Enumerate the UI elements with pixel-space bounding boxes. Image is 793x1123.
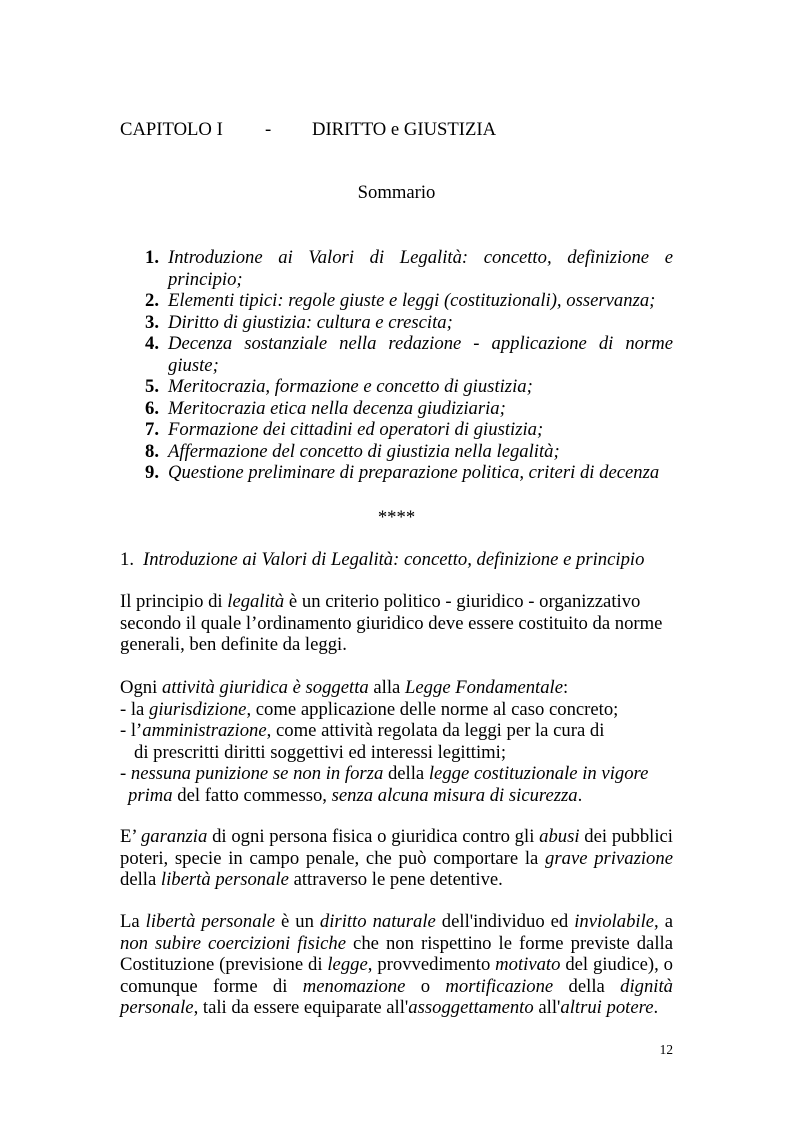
text-segment: o [405,975,446,997]
text-segment: , come attività regolata da leggi per la cura di [266,720,605,741]
emphasized-text: dignità [620,975,674,997]
paragraph-line [120,933,673,955]
summary-item-text: Meritocrazia, formazione e concetto di giustizia; [168,376,533,397]
section-title: Introduzione ai Valori di Legalità: concetto, definizione e principio [143,549,645,570]
summary-item-text: Meritocrazia etica nella decenza giudiziaria; [168,397,506,419]
paragraph-line [120,869,673,891]
emphasized-text: mortificazione [445,975,554,997]
summary-item-text: Questione preliminare di preparazione politica, criteri di decenza [168,462,660,483]
chapter-label: CAPITOLO I [120,119,223,140]
emphasized-text: libertà personale [160,869,289,890]
summary-item [145,462,673,484]
summary-item-text: Affermazione del concetto di giustizia nella legalità; [168,440,560,462]
text-segment: Ogni [120,677,162,698]
emphasized-text: libertà personale [145,911,275,932]
emphasized-text: amministrazione [142,720,267,741]
paragraph-line [120,997,673,1019]
emphasized-text: personale [120,997,194,1018]
summary-item [145,376,673,398]
text-segment: Costituzione (previsione di [120,954,328,975]
emphasized-text: legge [327,954,368,975]
emphasized-text: garanzia [140,826,208,847]
text-segment: poteri, specie in campo penale, che può comportare la [120,847,546,869]
text-segment: . [653,997,659,1018]
page-number: 12 [659,1042,673,1057]
paragraph-line [120,634,673,656]
text-segment: , tali da essere equiparate all' [193,997,409,1018]
text-segment: della [383,763,429,784]
summary-item-text-continued: giuste; [168,354,219,376]
paragraph-fundamental-law [120,677,673,806]
section-separator: **** [377,507,416,528]
summary-item-number: 3. [145,311,159,333]
summary-item [145,441,673,463]
emphasized-text: Legge Fondamentale [405,677,564,698]
summary-item-number: 9. [145,462,159,483]
paragraph-line [120,720,673,742]
summary-list [145,247,673,484]
text-segment: di ogni persona fisica o giuridica contro gli [207,826,540,847]
paragraph-guarantee [120,826,673,891]
emphasized-text: attività giuridica è soggetta [161,677,369,698]
text-segment: - la [120,698,150,720]
emphasized-text: non subire coercizioni fisiche [120,932,346,954]
text-segment: attraverso le pene detentive. [288,869,503,890]
text-segment: . [577,784,583,806]
text-segment: alla [368,677,405,698]
text-segment: del fatto commesso, [172,784,332,806]
section-number: 1. [120,549,134,570]
paragraph-legality-principle [120,591,673,656]
emphasized-text: diritto naturale [319,911,436,932]
summary-item-text: Diritto di giustizia: cultura e crescita; [168,311,453,333]
paragraph-line [120,742,673,764]
text-segment: all' [533,997,561,1018]
summary-item [145,398,673,420]
text-segment: , provvedimento [367,954,496,975]
summary-item [145,247,673,290]
summary-item-number: 6. [145,397,159,419]
summary-heading: Sommario [357,182,436,203]
summary-item-number: 1. [145,247,159,268]
paragraph-line [120,826,673,848]
text-segment: dell'individuo ed [435,911,575,932]
emphasized-text: abusi [539,826,580,847]
summary-item-number: 8. [145,440,159,462]
summary-item [145,333,673,376]
text-segment: generali, ben definite da leggi. [120,634,347,655]
paragraph-line [120,954,673,976]
text-segment: E’ [120,826,141,847]
chapter-header [120,119,673,141]
emphasized-text: legge costituzionale in vigore [428,763,649,784]
emphasized-text: prima [128,784,173,806]
summary-item-number: 4. [145,333,159,354]
text-segment: della [553,975,621,997]
paragraph-line [120,848,673,870]
emphasized-text: menomazione [302,975,406,997]
paragraph-line [120,699,673,721]
summary-item-text: Introduzione ai Valori di Legalità: concetto, definizione e [168,247,673,268]
paragraph-line [120,763,673,785]
text-segment: della [120,869,161,890]
text-segment: - l’ [120,720,143,741]
paragraph-line [120,613,673,635]
text-segment: che non rispettino le forme previste dalla [345,932,673,954]
paragraph-line [120,976,673,998]
emphasized-text: senza alcuna misura di sicurezza [331,784,578,806]
text-segment: - [120,763,131,784]
emphasized-text: nessuna punizione se non in forza [130,763,384,784]
text-segment: , come applicazione delle norme al caso concreto; [246,698,619,720]
emphasized-text: giurisdizione [149,698,247,720]
summary-item [145,312,673,334]
paragraph-line [120,677,673,699]
summary-item-text-continued: principio; [168,268,243,290]
paragraph-line [120,785,673,807]
chapter-separator-dash: - [265,119,272,140]
text-segment: comunque forme di [120,975,303,997]
emphasized-text: altrui potere [560,997,654,1018]
text-segment: secondo il quale l’ordinamento giuridico deve essere costituito da norme [120,612,663,634]
text-segment: La [120,911,146,932]
summary-item-text: Decenza sostanziale nella redazione - applicazione di norme [168,333,673,354]
summary-item [145,419,673,441]
emphasized-text: motivato [495,954,561,975]
summary-item-number: 5. [145,376,159,397]
summary-item-number: 2. [145,290,159,311]
emphasized-text: legalità [227,591,285,612]
text-segment: , a [654,911,673,932]
emphasized-text: assoggettamento [408,997,534,1018]
paragraph-line [120,911,673,933]
summary-item-text: Elementi tipici: regole giuste e leggi (costituzionali), osservanza; [168,290,656,311]
text-segment: di prescritti diritti soggettivi ed interessi legittimi; [134,741,507,763]
chapter-title: DIRITTO e GIUSTIZIA [312,119,497,140]
summary-item [145,290,673,312]
summary-item-number: 7. [145,419,159,440]
text-segment: : [563,677,569,698]
text-segment: dei pubblici [579,826,673,847]
emphasized-text: inviolabile [574,911,655,932]
text-segment: Il principio di [120,591,228,612]
paragraph-line [120,591,673,613]
emphasized-text: grave privazione [545,847,673,869]
text-segment: è un criterio politico - giuridico - organizzativo [284,591,641,612]
section-heading [120,549,673,571]
text-segment: del giudice), o [560,954,673,975]
paragraph-personal-freedom [120,911,673,1019]
text-segment: è un [275,911,320,932]
summary-item-text: Formazione dei cittadini ed operatori di giustizia; [168,419,544,440]
